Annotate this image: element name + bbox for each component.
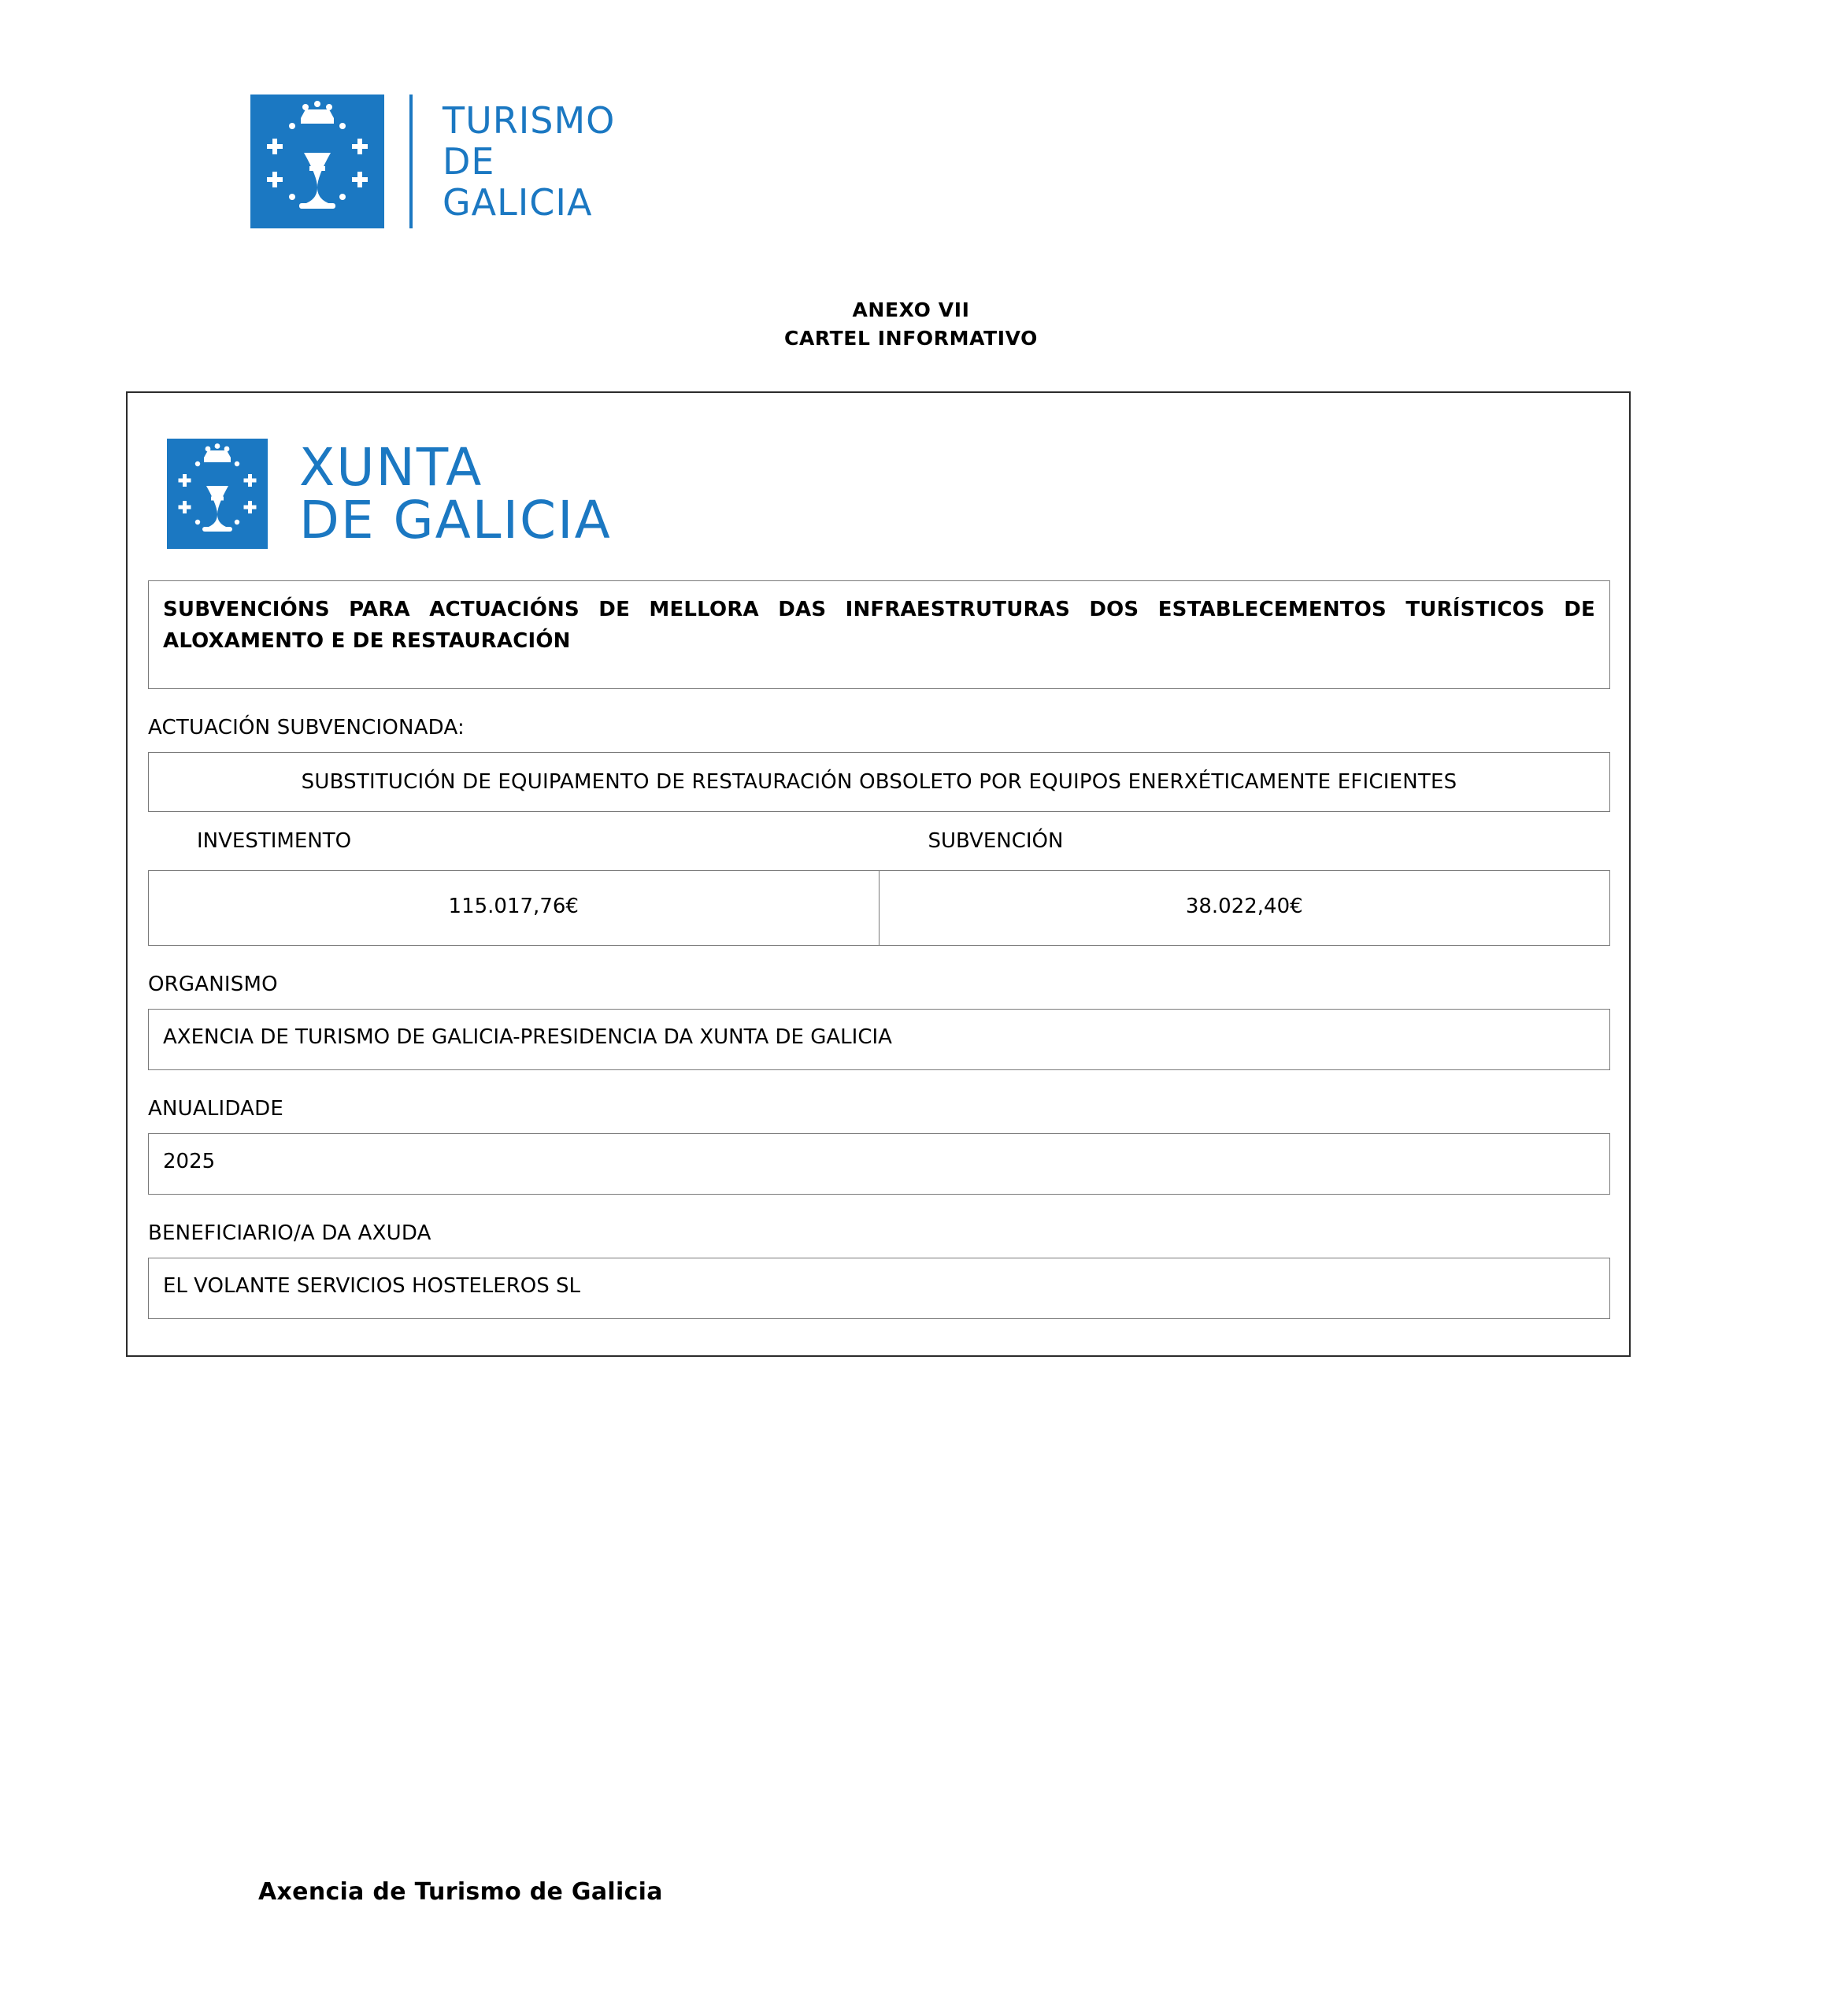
- beneficiario-value: EL VOLANTE SERVICIOS HOSTELEROS SL: [163, 1274, 580, 1298]
- investimento-value: 115.017,76€: [148, 870, 880, 946]
- investimento-label: INVESTIMENTO: [197, 829, 352, 853]
- logo-line-2: DE: [443, 140, 495, 183]
- anualidade-label: ANUALIDADE: [148, 1097, 284, 1121]
- organismo-label: ORGANISMO: [148, 973, 278, 996]
- annex-label: ANEXO VII: [852, 298, 970, 321]
- subvencion-value: 38.022,40€: [880, 870, 1611, 946]
- actuacion-label: ACTUACIÓN SUBVENCIONADA:: [148, 716, 465, 739]
- subvencion-label: SUBVENCIÓN: [928, 829, 1064, 853]
- footer-agency: Axencia de Turismo de Galicia: [258, 1878, 663, 1906]
- xunta-line-2: DE GALICIA: [299, 490, 612, 550]
- document-subtitle: CARTEL INFORMATIVO: [784, 327, 1038, 350]
- actuacion-value-box: [148, 752, 1610, 812]
- programme-title: SUBVENCIÓNS PARA ACTUACIÓNS DE MELLORA DAS INFRAESTRUTURAS DOS ESTABLECEMENTOS TURÍSTICOS DE ALOXAMENTO E DE RESTAURACIÓN: [163, 598, 1595, 654]
- actuacion-value: SUBSTITUCIÓN DE EQUIPAMENTO DE RESTAURACIÓN OBSOLETO POR EQUIPOS ENERXÉTICAMENTE EFICIENTES: [301, 770, 1457, 794]
- logo-divider: [409, 94, 413, 228]
- organismo-value-box: [148, 1009, 1610, 1070]
- galicia-coat-of-arms-icon: [250, 94, 384, 228]
- galicia-coat-of-arms-icon: [167, 439, 268, 549]
- page-title: [0, 296, 1822, 354]
- turismo-de-galicia-logo: [250, 94, 615, 228]
- logo-line-1: TURISMO: [443, 99, 616, 142]
- anualidade-value: 2025: [163, 1150, 216, 1173]
- logo-line-3: GALICIA: [443, 181, 593, 224]
- programme-title-box: [148, 580, 1610, 689]
- organismo-value: AXENCIA DE TURISMO DE GALICIA-PRESIDENCIA DA XUNTA DE GALICIA: [163, 1025, 892, 1049]
- informative-poster: [126, 391, 1631, 1357]
- amount-values: [148, 870, 1610, 946]
- xunta-de-galicia-logo: [137, 407, 1620, 580]
- beneficiario-label: BENEFICIARIO/A DA AXUDA: [148, 1221, 431, 1245]
- xunta-line-1: XUNTA: [299, 436, 483, 498]
- xunta-wordmark: [299, 436, 612, 550]
- logo-wordmark: [443, 100, 615, 223]
- amount-headers: [148, 812, 1610, 870]
- beneficiario-value-box: [148, 1258, 1610, 1319]
- anualidade-value-box: [148, 1133, 1610, 1195]
